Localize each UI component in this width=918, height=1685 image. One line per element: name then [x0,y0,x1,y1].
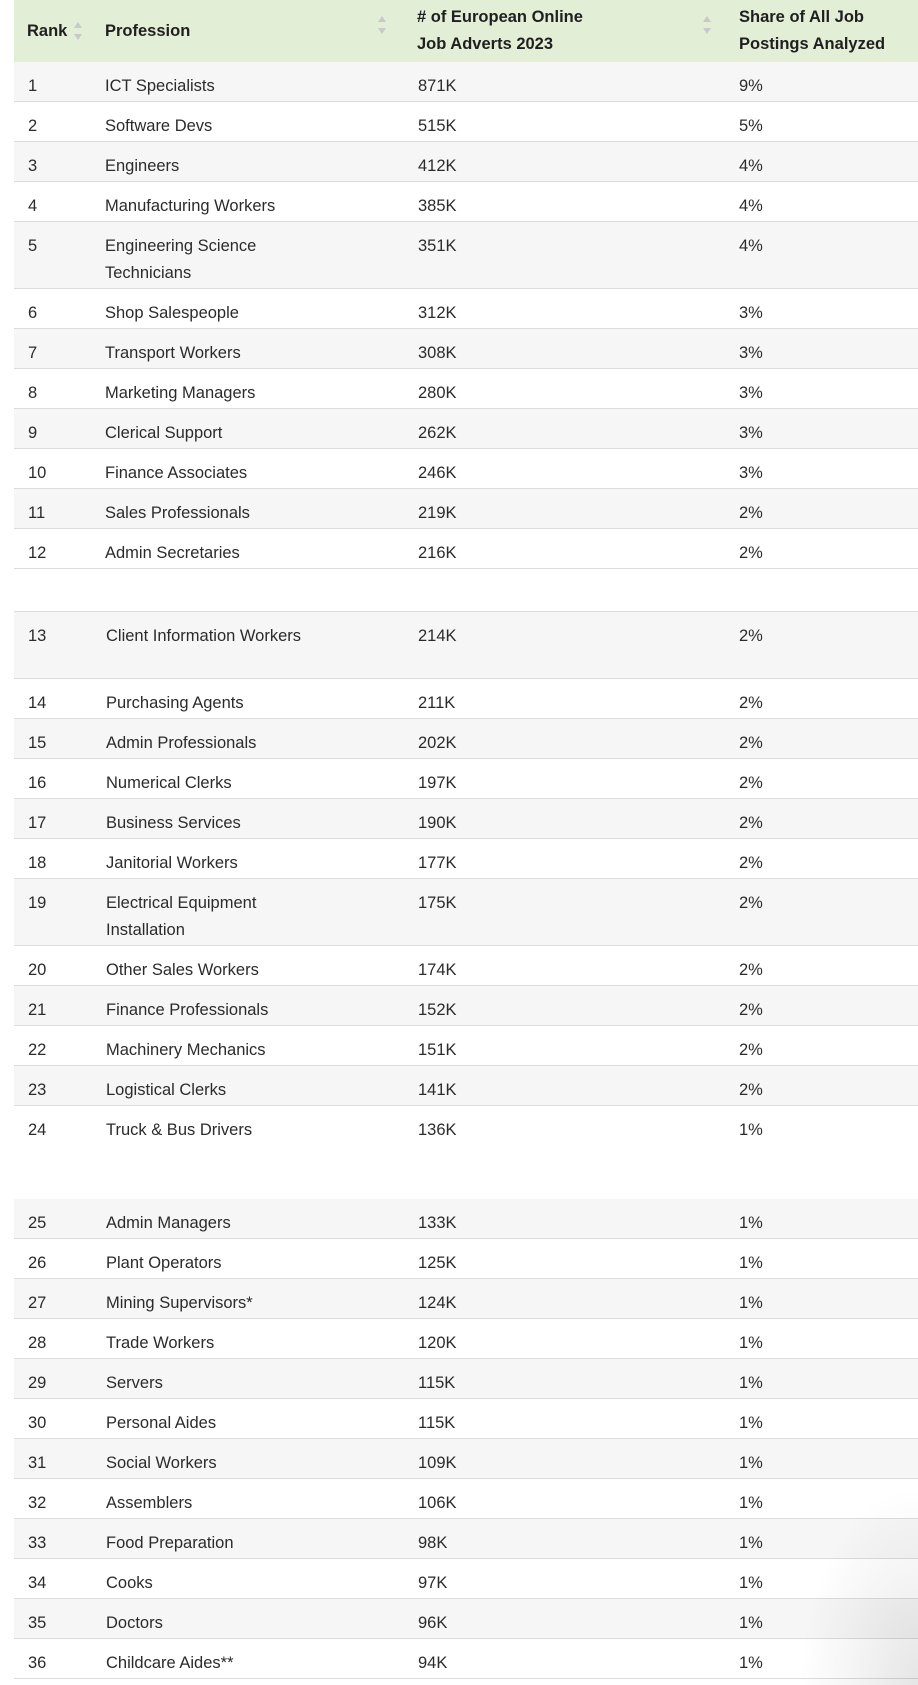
column-header-rank-label: Rank [27,21,68,40]
cell-rank: 8 [28,384,38,402]
column-header-adverts-line2: Job Adverts 2023 [417,35,554,53]
cell-adverts: 385K [418,197,457,215]
cell-rank: 2 [28,117,38,135]
table-row [14,946,918,986]
table-row [14,142,918,182]
table-row [14,1106,918,1145]
cell-rank: 24 [28,1121,47,1139]
cell-adverts: 515K [418,117,457,135]
cell-adverts: 211K [418,694,456,712]
cell-share: 3% [739,464,763,482]
cell-profession: Doctors [106,1614,163,1632]
cell-adverts: 152K [418,1001,457,1019]
cell-profession: Electrical Equipment Installation [106,894,257,939]
table-body [14,62,918,1679]
cell-adverts: 94K [418,1654,448,1672]
cell-rank: 29 [28,1374,47,1392]
cell-rank: 33 [28,1534,47,1552]
cell-adverts: 97K [418,1574,448,1592]
cell-adverts: 133K [418,1214,457,1232]
cell-adverts: 124K [418,1294,457,1312]
cell-share: 1% [739,1534,763,1552]
table-row [14,679,918,719]
cell-rank: 15 [28,734,47,752]
cell-profession: Plant Operators [106,1254,222,1272]
cell-profession: Engineers [105,157,180,175]
cell-profession: Finance Associates [105,464,248,482]
table-row [14,489,918,529]
cell-profession: Marketing Managers [105,384,256,402]
cell-share: 2% [739,694,763,712]
cell-profession: Food Preparation [106,1534,234,1552]
cell-adverts: 216K [418,544,457,562]
cell-rank: 10 [28,464,47,482]
cell-profession: Childcare Aides** [106,1654,234,1672]
cell-share: 5% [739,117,763,135]
cell-rank: 25 [28,1214,47,1232]
table-row [14,1239,918,1279]
cell-share: 4% [739,157,763,175]
cell-share: 3% [739,304,763,322]
cell-rank: 17 [28,814,47,832]
table-row [14,102,918,142]
cell-share: 4% [739,237,763,255]
table-row [14,449,918,489]
table-row [14,1359,918,1399]
cell-share: 2% [739,1001,763,1019]
cell-profession: Assemblers [106,1494,193,1512]
cell-share: 3% [739,384,763,402]
cell-share: 1% [739,1374,763,1392]
cell-share: 1% [739,1294,763,1312]
cell-adverts: 141K [418,1081,457,1099]
table-row [14,1319,918,1359]
cell-rank: 7 [28,344,38,362]
cell-rank: 35 [28,1614,47,1632]
table-row [14,369,918,409]
column-header-profession[interactable] [105,0,397,62]
table-row [14,1439,918,1479]
cell-rank: 1 [28,77,38,95]
cell-profession: ICT Specialists [105,77,215,95]
cell-adverts: 96K [418,1614,448,1632]
cell-adverts: 174K [418,961,457,979]
cell-adverts: 197K [418,774,457,792]
cell-profession: Mining Supervisors* [106,1294,253,1312]
sort-arrows-icon[interactable] [377,14,387,36]
table-row [14,719,918,759]
cell-adverts: 151K [418,1041,457,1059]
table-row [14,222,918,289]
cell-rank: 5 [28,237,38,255]
column-header-rank[interactable] [27,0,83,62]
cell-share: 2% [739,894,763,912]
cell-adverts: 351K [418,237,457,255]
cell-profession: Janitorial Workers [106,854,238,872]
cell-share: 2% [739,504,763,522]
cell-rank: 12 [28,544,47,562]
cell-share: 2% [739,774,763,792]
cell-share: 1% [739,1654,763,1672]
cell-rank: 26 [28,1254,47,1272]
cell-share: 2% [739,734,763,752]
sort-arrows-icon[interactable] [702,14,712,36]
column-header-adverts[interactable] [417,0,722,62]
cell-profession: Logistical Clerks [106,1081,227,1099]
column-header-share-line1: Share of All Job [739,8,864,26]
cell-rank: 28 [28,1334,47,1352]
table-spacer [14,569,918,612]
table-row [14,1066,918,1106]
cell-share: 3% [739,344,763,362]
column-header-profession-label: Profession [105,21,191,40]
cell-adverts: 115K [418,1414,456,1432]
cell-rank: 4 [28,197,38,215]
cell-profession: Purchasing Agents [106,694,244,712]
cell-rank: 32 [28,1494,47,1512]
cell-share: 1% [739,1414,763,1432]
cell-profession: Cooks [106,1574,153,1592]
cell-profession: Servers [106,1374,163,1392]
cell-share: 4% [739,197,763,215]
cell-profession: Client Information Workers [106,627,302,645]
table-row [14,612,918,679]
cell-share: 1% [739,1254,763,1272]
table-row [14,759,918,799]
cell-adverts: 109K [418,1454,457,1472]
table-row [14,62,918,102]
table-row [14,799,918,839]
column-header-adverts-line1: # of European Online [417,8,583,26]
cell-share: 2% [739,854,763,872]
data-table [14,0,918,1679]
cell-profession: Clerical Support [105,424,223,442]
table-row [14,1599,918,1639]
cell-profession: Trade Workers [106,1334,215,1352]
cell-share: 2% [739,814,763,832]
cell-share: 2% [739,627,763,645]
cell-profession: Shop Salespeople [105,304,239,322]
cell-rank: 11 [28,504,46,522]
cell-rank: 19 [28,894,47,912]
cell-profession: Truck & Bus Drivers [106,1121,253,1139]
cell-profession: Finance Professionals [106,1001,269,1019]
cell-adverts: 308K [418,344,457,362]
cell-profession: Numerical Clerks [106,774,232,792]
cell-share: 1% [739,1214,763,1232]
sort-arrows-icon[interactable] [73,20,83,42]
table-row [14,1199,918,1239]
column-header-share[interactable] [739,0,885,62]
cell-profession: Transport Workers [105,344,241,362]
cell-profession: Engineering Science Technicians [105,237,257,282]
cell-adverts: 120K [418,1334,457,1352]
cell-profession: Admin Managers [106,1214,231,1232]
cell-adverts: 246K [418,464,457,482]
cell-rank: 20 [28,961,47,979]
cell-rank: 22 [28,1041,47,1059]
table-row [14,182,918,222]
cell-adverts: 136K [418,1121,457,1139]
cell-share: 2% [739,1041,763,1059]
cell-share: 3% [739,424,763,442]
table-row [14,529,918,569]
cell-profession: Personal Aides [106,1414,217,1432]
cell-rank: 36 [28,1654,47,1672]
cell-rank: 23 [28,1081,47,1099]
cell-adverts: 202K [418,734,457,752]
table-row [14,1279,918,1319]
cell-rank: 9 [28,424,38,442]
table-row [14,1479,918,1519]
cell-share: 2% [739,544,763,562]
cell-share: 1% [739,1614,763,1632]
cell-profession: Admin Professionals [106,734,257,752]
table-row [14,986,918,1026]
cell-profession: Machinery Mechanics [106,1041,266,1059]
table-row [14,839,918,879]
cell-adverts: 177K [418,854,457,872]
cell-rank: 21 [28,1001,47,1019]
cell-rank: 18 [28,854,47,872]
cell-adverts: 262K [418,424,457,442]
cell-share: 9% [739,77,763,95]
cell-share: 1% [739,1334,763,1352]
table-row [14,1519,918,1559]
cell-rank: 6 [28,304,38,322]
cell-adverts: 871K [418,77,457,95]
cell-adverts: 280K [418,384,457,402]
cell-share: 1% [739,1454,763,1472]
cell-adverts: 214K [418,627,457,645]
table-row [14,329,918,369]
cell-adverts: 98K [418,1534,448,1552]
cell-rank: 27 [28,1294,47,1312]
table-header [14,0,918,62]
cell-adverts: 190K [418,814,457,832]
table-row [14,409,918,449]
cell-adverts: 412K [418,157,457,175]
cell-rank: 16 [28,774,47,792]
table-row [14,1399,918,1439]
cell-share: 1% [739,1494,763,1512]
table-spacer [14,1145,918,1199]
cell-adverts: 175K [418,894,457,912]
cell-adverts: 125K [418,1254,457,1272]
cell-share: 2% [739,961,763,979]
cell-adverts: 106K [418,1494,457,1512]
cell-rank: 3 [28,157,38,175]
cell-share: 2% [739,1081,763,1099]
cell-rank: 30 [28,1414,47,1432]
cell-adverts: 312K [418,304,457,322]
column-header-share-line2: Postings Analyzed [739,35,886,53]
cell-rank: 13 [28,627,47,645]
cell-profession: Manufacturing Workers [105,197,276,215]
cell-adverts: 219K [418,504,457,522]
cell-share: 1% [739,1121,763,1139]
table-row [14,1026,918,1066]
cell-profession: Business Services [106,814,241,832]
cell-rank: 14 [28,694,47,712]
table-row [14,1639,918,1679]
cell-profession: Software Devs [105,117,213,135]
cell-profession: Other Sales Workers [106,961,259,979]
cell-profession: Social Workers [106,1454,217,1472]
cell-rank: 31 [28,1454,47,1472]
table-row [14,879,918,946]
cell-share: 1% [739,1574,763,1592]
table-row [14,1559,918,1599]
table-row [14,289,918,329]
cell-rank: 34 [28,1574,47,1592]
cell-profession: Sales Professionals [105,504,250,522]
cell-profession: Admin Secretaries [105,544,240,562]
cell-adverts: 115K [418,1374,456,1392]
